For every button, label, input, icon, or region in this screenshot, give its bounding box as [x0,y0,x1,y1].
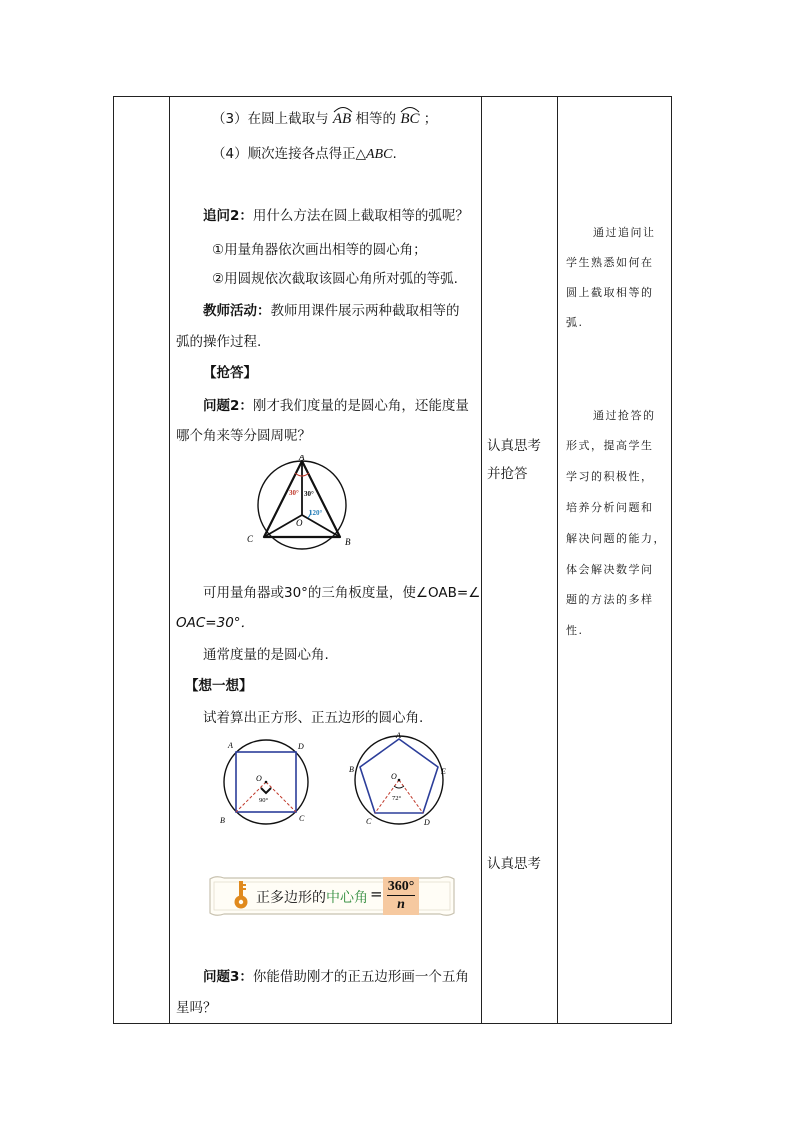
problem3-text: 你能借助刚才的正五边形画一个五角 [252,969,469,985]
problem2-text2: 哪个角来等分圆周呢？ [176,428,311,444]
intent2-line2: 形式，提高学生 [566,439,654,452]
teacher-activity-label: 教师活动： [203,303,271,319]
step4-abc: ABC [365,147,393,162]
arc-mark-icon [400,105,420,113]
method2-text: ②用圆规依次截取该圆心角所对弧的等弧. [212,271,458,287]
problem3-text2: 星吗？ [176,1000,217,1016]
problem2-label: 问题2： [203,398,253,414]
usual-angle-text: 通常度量的是圆心角. [203,647,329,663]
pentagon-angle: 72° [392,795,402,802]
step3-line [212,110,437,128]
teacher-activity-text2: 弧的操作过程. [176,334,262,350]
arc-bc-label: BC [400,111,420,127]
triangle-angle-right: 30° [304,490,314,498]
column-divider [481,97,482,1023]
intent2-line3: 学习的积极性， [566,470,654,483]
step3-mid: 相等的 [355,111,397,127]
method1-text: ①用量角器依次画出相等的圆心角； [212,242,427,258]
square-label-c: C [299,814,305,823]
step3-end: ； [423,111,438,127]
fraction-numerator: 360° [387,879,415,894]
step4-line [212,145,397,164]
intent2-line8: 性. [566,624,584,637]
think-heading: 【想一想】 [185,678,253,694]
banner-equals: = [370,885,383,903]
column-divider [557,97,558,1023]
intent1-line4: 弧. [566,316,584,329]
inscribed-triangle-figure [245,455,370,550]
problem2-text: 刚才我们度量的是圆心角，还能度量 [252,398,469,414]
step3-text: （3）在圆上截取与 [212,111,329,127]
think-text: 试着算出正方形、正五边形的圆心角. [203,710,424,726]
teacher-activity-line [203,302,460,320]
problem3-line [203,968,469,986]
fraction-denominator: n [397,897,405,912]
arc-bc [400,110,419,128]
intent2-line1: 通过抢答的 [593,409,656,422]
intent1-line3: 圆上截取相等的 [566,286,654,299]
intent1-line1: 通过追问让 [593,226,656,239]
triangle-label-b: B [345,537,351,547]
intent2-line4: 培养分析问题和 [566,501,654,514]
triangle-angle-center: 120° [309,509,323,517]
intent2-line5: 解决问题的能力， [566,532,666,545]
intent2-line7: 题的方法的多样 [566,593,654,606]
teacher-activity-text: 教师用课件展示两种截取相等的 [270,303,460,319]
arc-ab-label: AB [332,111,352,127]
question2-line [203,207,469,225]
step4-text: （4）顺次连接各点得正△ [212,146,366,162]
banner-text [256,887,368,907]
question2-text: 用什么方法在圆上截取相等的弧呢？ [252,208,469,224]
pentagon-label-d: D [424,818,430,827]
banner-fraction [383,877,419,915]
inscribed-square-figure [215,735,315,830]
answer-line1: 可用量角器或30°的三角板度量，使∠OAB=∠ [203,585,481,601]
triangle-label-o: O [296,518,303,528]
square-angle: 90° [259,797,269,804]
rush-answer-heading: 【抢答】 [203,365,257,381]
student-activity-1-line1: 认真思考 [487,438,541,454]
arc-mark-icon [333,105,353,113]
banner-text-pre: 正多边形的 [256,890,326,906]
intent1-line2: 学生熟悉如何在 [566,256,654,269]
pentagon-label-o: O [391,772,397,781]
student-activity-2: 认真思考 [487,856,541,872]
arc-ab [333,110,351,128]
question2-label: 追问2： [203,208,253,224]
step4-end: . [392,146,397,162]
triangle-label-c: C [247,534,254,544]
column-divider [169,97,170,1023]
triangle-label-a: A [299,455,305,462]
square-label-a: A [228,741,233,750]
student-activity-1-line2: 并抢答 [487,466,528,482]
pentagon-label-c: C [366,817,372,826]
central-angle-formula-banner [206,873,458,919]
pentagon-label-a: A [396,731,401,740]
square-label-o: O [256,774,262,783]
problem3-label: 问题3： [203,969,253,985]
square-label-b: B [220,816,225,825]
key-icon [232,880,250,910]
problem2-line [203,397,469,415]
inscribed-pentagon-figure [345,730,455,830]
intent2-line6: 体会解决数学问 [566,563,654,576]
answer-line2: OAC=30°． [176,615,255,631]
square-label-d: D [298,742,304,751]
pentagon-label-e: E [441,767,446,776]
triangle-angle-left: 30° [289,489,299,497]
pentagon-label-b: B [349,765,354,774]
banner-text-key: 中心角 [326,890,368,906]
